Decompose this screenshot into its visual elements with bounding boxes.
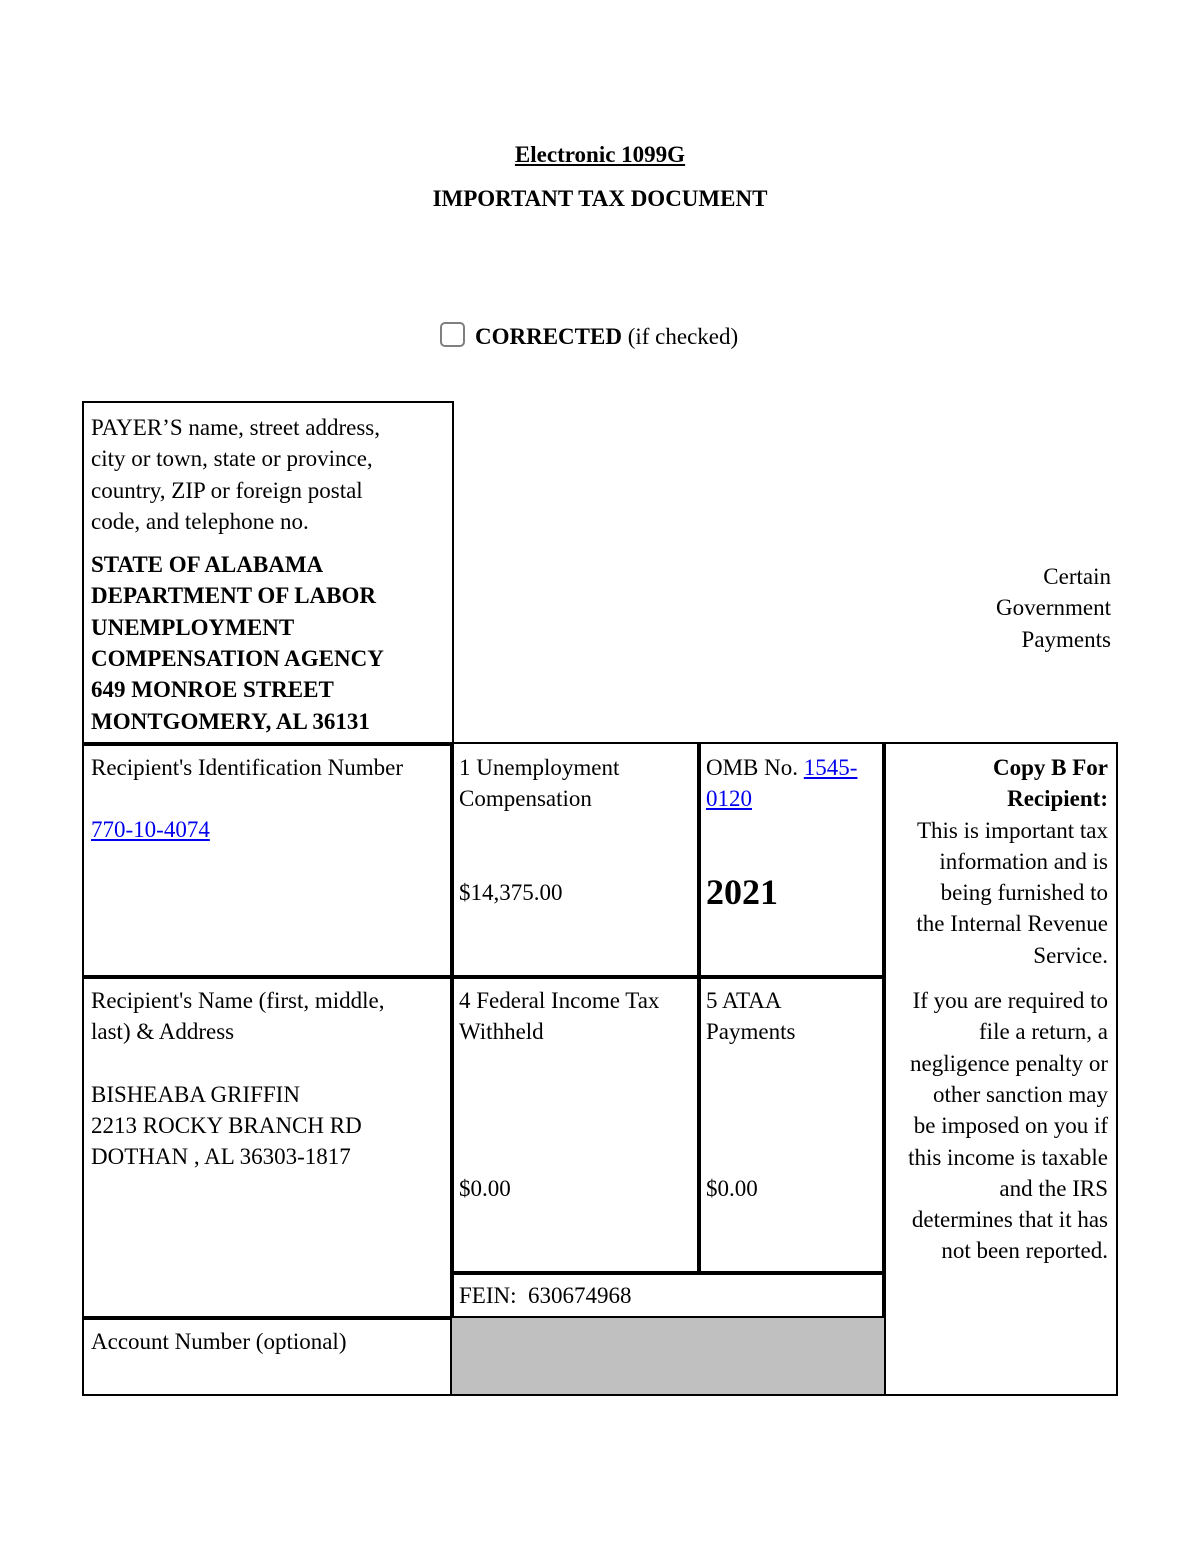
box1-value: $14,375.00 xyxy=(459,879,563,905)
payer-address: STATE OF ALABAMA DEPARTMENT OF LABOR UNEMPLOYMENT COMPENSATION AGENCY 649 MONROE STREET MONTGOMERY, AL 36131 xyxy=(91,552,384,734)
box5-value: $0.00 xyxy=(706,1175,758,1201)
tax-year: 2021 xyxy=(706,871,778,912)
corrected-label: CORRECTED xyxy=(475,324,622,349)
payer-box xyxy=(82,401,454,746)
omb-box xyxy=(697,742,886,979)
box4-value: $0.00 xyxy=(459,1175,511,1201)
account-number-box xyxy=(82,1316,454,1396)
notice-text: If you are required to file a return, a negligence penalty or other sanction may be imposed on you if this income is taxable and the IRS determines that it has not been reported. xyxy=(908,988,1108,1264)
fein-box xyxy=(450,1271,886,1320)
fein-value: 630674968 xyxy=(528,1283,632,1308)
corrected-checkbox[interactable] xyxy=(440,322,465,347)
document-title: Electronic 1099G xyxy=(514,142,686,167)
recipient-street: 2213 ROCKY BRANCH RD xyxy=(91,1112,362,1138)
copy-b-text: This is important tax information and is being furnished to the Internal Revenue Service. xyxy=(916,817,1108,968)
copy-b-heading: Copy B For Recipient: xyxy=(993,755,1108,812)
account-number-label: Account Number (optional) xyxy=(91,1329,347,1354)
recipient-name: BISHEABA GRIFFIN xyxy=(91,1081,300,1107)
recipient-city: DOTHAN , AL 36303-1817 xyxy=(91,1144,351,1170)
payer-label: PAYER’S name, street address, city or town, state or province, country, ZIP or foreign postal code, and telephone no. xyxy=(91,415,380,534)
corrected-checkbox-row[interactable] xyxy=(440,322,738,350)
omb-link-1[interactable]: 1545- xyxy=(803,755,858,780)
copy-b-column xyxy=(882,742,1118,1396)
recipient-id-box xyxy=(82,742,454,979)
box5-ataa: 5 ATAA Payments $0.00 xyxy=(697,975,886,1275)
form-name: Certain Government Payments xyxy=(996,564,1111,652)
recipient-id-link[interactable]: 770-10-4074 xyxy=(91,817,210,843)
account-number-shaded xyxy=(450,1316,886,1396)
recipient-id-label: Recipient's Identification Number xyxy=(91,755,403,780)
omb-label: OMB No. 1545- xyxy=(706,755,858,780)
document-subtitle: IMPORTANT TAX DOCUMENT xyxy=(432,186,768,211)
box1-unemployment: 1 Unemployment Compensation $14,375.00 xyxy=(450,742,701,979)
fein-label: FEIN: xyxy=(459,1283,517,1308)
corrected-suffix: (if checked) xyxy=(627,324,739,349)
omb-link-2[interactable]: 0120 xyxy=(706,786,752,812)
recipient-name-box: Recipient's Name (first, middle, last) & Address BISHEABA GRIFFIN 2213 ROCKY BRANCH RD DOTHAN , AL 36303-1817 xyxy=(82,975,454,1320)
box4-federal-tax: 4 Federal Income Tax Withheld $0.00 xyxy=(450,975,701,1275)
